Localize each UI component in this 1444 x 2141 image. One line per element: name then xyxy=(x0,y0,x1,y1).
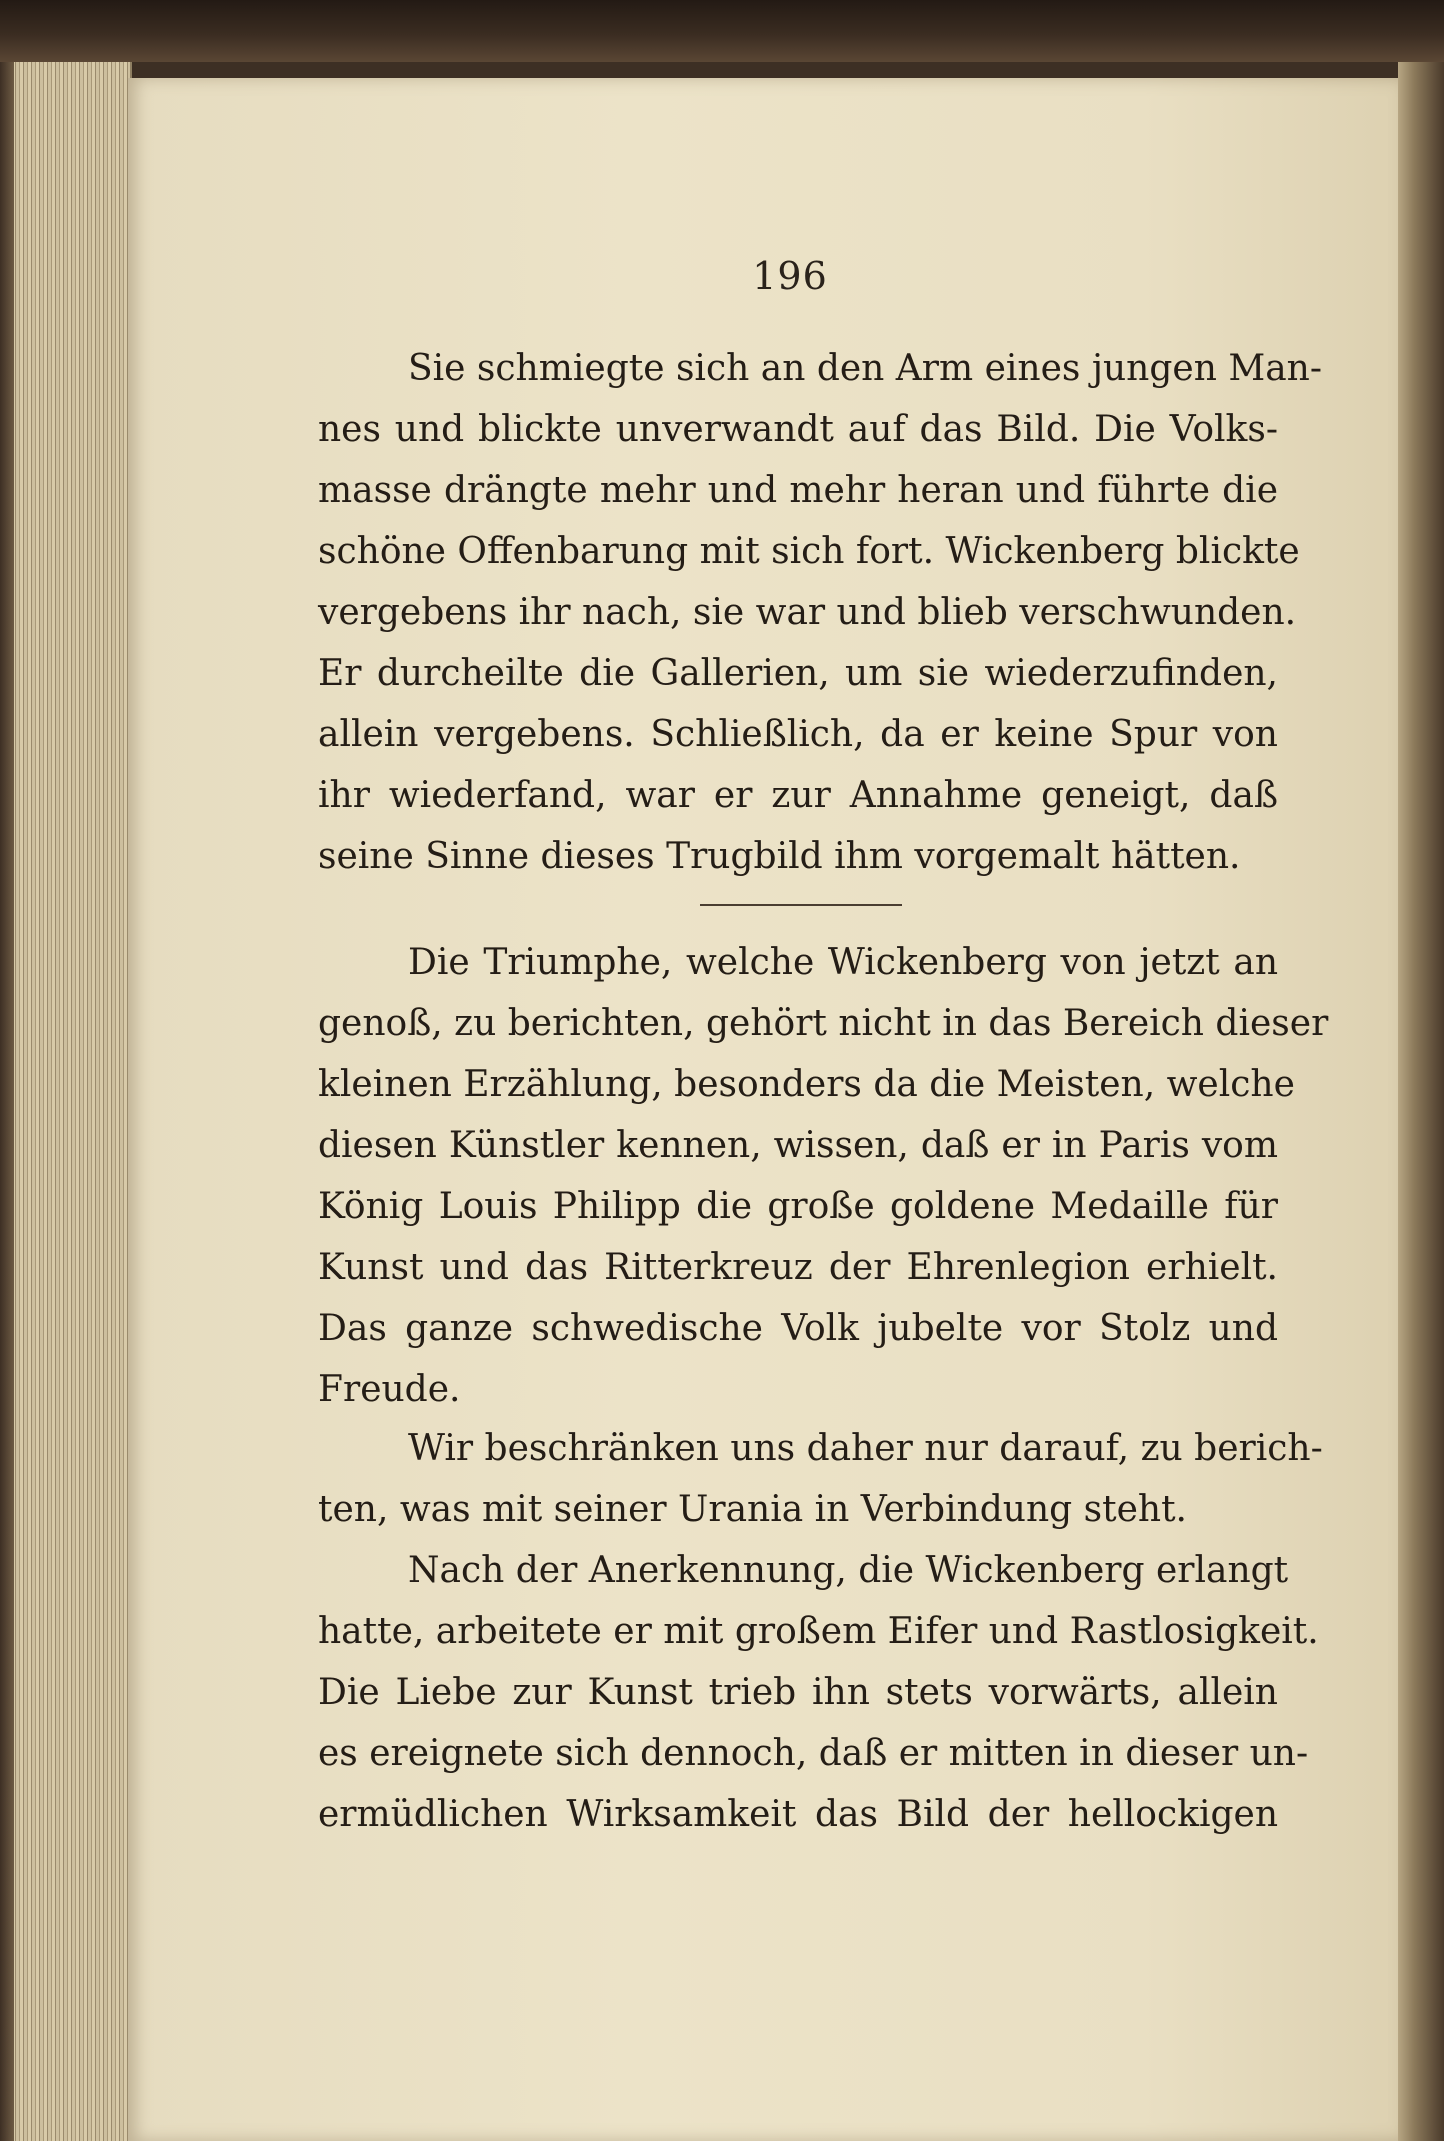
section-divider xyxy=(700,904,902,906)
text-line: hatte, arbeitete er mit großem Eifer und Rastlosigkeit. xyxy=(318,1611,1319,1652)
book-page-edges xyxy=(0,62,132,2141)
text-line: es ereignete sich dennoch, daß er mitten in dieser un- xyxy=(318,1733,1309,1774)
paragraph-2 xyxy=(318,932,1329,1420)
text-line: kleinen Erzählung, besonders da die Meisten, welche xyxy=(318,1064,1295,1105)
text-line: König Louis Philipp die große goldene Medaille für xyxy=(318,1186,1278,1227)
paragraph-4 xyxy=(318,1540,1319,1845)
text-line: genoß, zu berichten, gehört nicht in das Bereich dieser xyxy=(318,1003,1329,1044)
text-line: diesen Künstler kennen, wissen, daß er in Paris vom xyxy=(318,1125,1278,1166)
book-binding-top xyxy=(0,0,1444,62)
text-line: vergebens ihr nach, sie war und blieb verschwunden. xyxy=(318,592,1297,633)
page-number: 196 xyxy=(752,254,828,298)
text-line: Sie schmiegte sich an den Arm eines jungen Man- xyxy=(408,348,1323,389)
text-line: Das ganze schwedische Volk jubelte vor Stolz und xyxy=(318,1308,1278,1349)
paragraph-3 xyxy=(318,1418,1323,1540)
text-line: ihr wiederfand, war er zur Annahme geneigt, daß xyxy=(318,775,1278,816)
text-line: Kunst und das Ritterkreuz der Ehrenlegion erhielt. xyxy=(318,1247,1278,1288)
text-line: Freude. xyxy=(318,1369,461,1410)
text-line: Nach der Anerkennung, die Wickenberg erlangt xyxy=(408,1550,1289,1591)
paragraph-1 xyxy=(318,338,1323,887)
text-line: Er durcheilte die Gallerien, um sie wiederzufinden, xyxy=(318,653,1278,694)
text-line: Die Triumphe, welche Wickenberg von jetzt an xyxy=(408,942,1278,983)
text-line: ten, was mit seiner Urania in Verbindung steht. xyxy=(318,1489,1187,1530)
text-line: masse drängte mehr und mehr heran und führte die xyxy=(318,470,1278,511)
text-line: seine Sinne dieses Trugbild ihm vorgemalt hätten. xyxy=(318,836,1241,877)
text-line: Wir beschränken uns daher nur darauf, zu berich- xyxy=(408,1428,1323,1469)
book-right-edge xyxy=(1398,62,1444,2141)
text-line: ermüdlichen Wirksamkeit das Bild der hellockigen xyxy=(318,1794,1278,1835)
text-line: schöne Offenbarung mit sich fort. Wickenberg blickte xyxy=(318,531,1300,572)
text-line: allein vergebens. Schließlich, da er keine Spur von xyxy=(318,714,1278,755)
text-line: Die Liebe zur Kunst trieb ihn stets vorwärts, allein xyxy=(318,1672,1278,1713)
text-line: nes und blickte unverwandt auf das Bild. Die Volks- xyxy=(318,409,1278,450)
